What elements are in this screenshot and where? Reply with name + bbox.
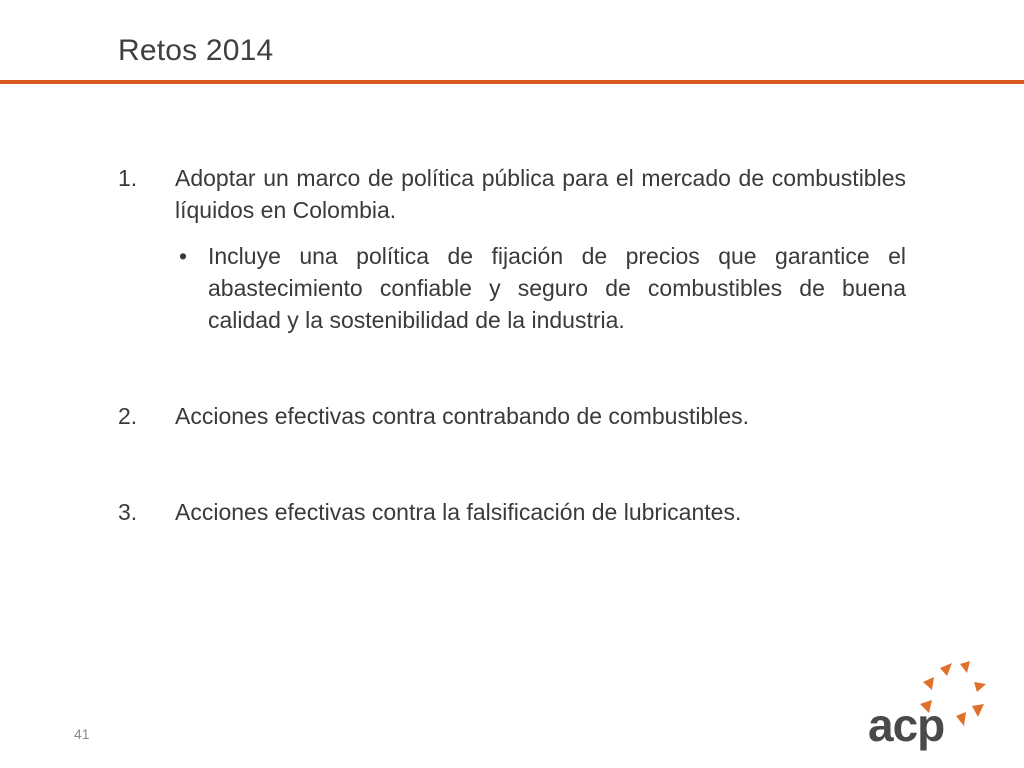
title-divider (0, 80, 1024, 84)
list-item (118, 496, 906, 528)
acp-logo (866, 660, 996, 756)
list-item (118, 400, 906, 432)
list-item-text: Adoptar un marco de política pública para el mercado de combustibles líquidos en Colombia. (175, 165, 906, 223)
bullet-icon: • (179, 243, 188, 269)
list-item-number: 3. (118, 499, 138, 525)
acp-logo-text: acp (868, 699, 945, 751)
list-item-text: Acciones efectivas contra la falsificación de lubricantes. (175, 499, 742, 525)
sub-bullet-text: Incluye una política de fijación de precios que garantice el abastecimiento confiable y seguro de combustibles de buena calidad y la sostenibilidad de la industria. (208, 243, 906, 333)
list-item-number: 1. (118, 165, 138, 191)
content-list (118, 162, 906, 528)
page-number: 41 (74, 726, 90, 742)
sub-bullet-item (175, 240, 906, 336)
slide-title: Retos 2014 (118, 34, 274, 67)
list-item (118, 162, 906, 336)
list-item-text: Acciones efectivas contra contrabando de combustibles. (175, 403, 750, 429)
list-item-number: 2. (118, 403, 138, 429)
